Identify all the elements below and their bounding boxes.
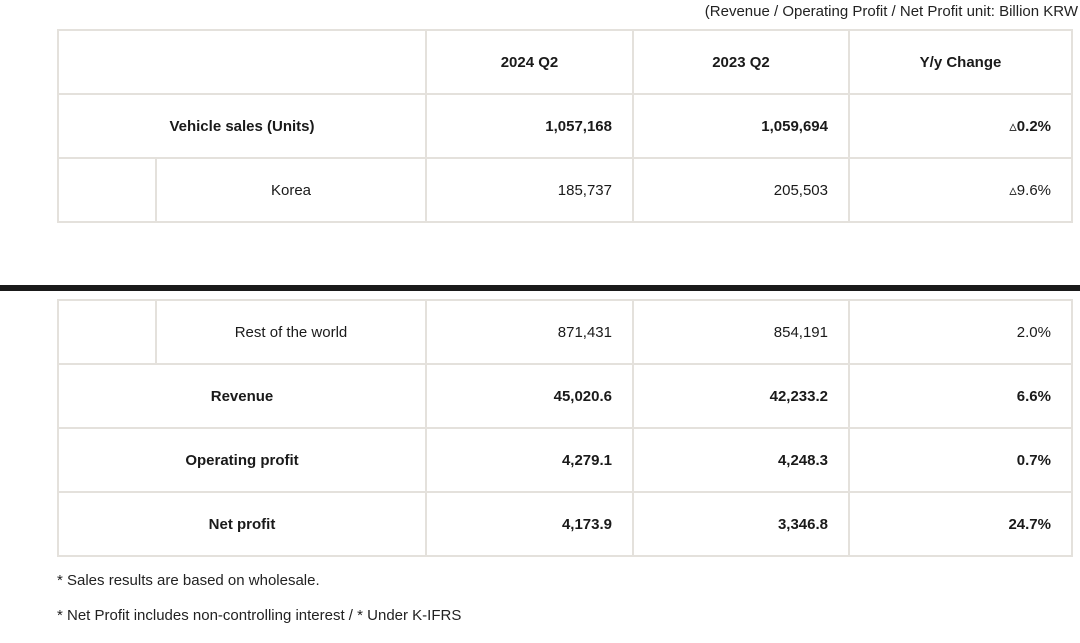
table-header-row — [58, 30, 1072, 94]
vehicle-sales-yoy: ▵0.2% — [849, 94, 1072, 158]
footnote-net-profit: * Net Profit includes non-controlling interest / * Under K-IFRS — [57, 607, 462, 624]
vehicle-sales-label: Vehicle sales (Units) — [58, 94, 426, 158]
header-yoy-change: Y/y Change — [849, 30, 1072, 94]
operating-profit-label: Operating profit — [58, 428, 426, 492]
results-table-bottom — [57, 299, 1073, 557]
operating-profit-2024: 4,279.1 — [426, 428, 633, 492]
unit-note: (Revenue / Operating Profit / Net Profit unit: Billion KRW — [704, 3, 1078, 20]
revenue-2024: 45,020.6 — [426, 364, 633, 428]
korea-2024: 185,737 — [426, 158, 633, 222]
section-divider — [0, 285, 1080, 291]
row-vehicle-sales — [58, 94, 1072, 158]
net-profit-label: Net profit — [58, 492, 426, 556]
revenue-label: Revenue — [58, 364, 426, 428]
rest-of-world-2023: 854,191 — [633, 300, 849, 364]
revenue-yoy: 6.6% — [849, 364, 1072, 428]
operating-profit-yoy: 0.7% — [849, 428, 1072, 492]
korea-label: Korea — [156, 158, 426, 222]
korea-2023: 205,503 — [633, 158, 849, 222]
rest-of-world-2024: 871,431 — [426, 300, 633, 364]
row-revenue — [58, 364, 1072, 428]
revenue-2023: 42,233.2 — [633, 364, 849, 428]
net-profit-2024: 4,173.9 — [426, 492, 633, 556]
operating-profit-2023: 4,248.3 — [633, 428, 849, 492]
header-2024-q2: 2024 Q2 — [426, 30, 633, 94]
row-rest-of-world — [58, 300, 1072, 364]
rest-of-world-yoy: 2.0% — [849, 300, 1072, 364]
vehicle-sales-2024: 1,057,168 — [426, 94, 633, 158]
vehicle-sales-2023: 1,059,694 — [633, 94, 849, 158]
results-table-top — [57, 29, 1073, 223]
net-profit-2023: 3,346.8 — [633, 492, 849, 556]
row-operating-profit — [58, 428, 1072, 492]
row-korea — [58, 158, 1072, 222]
header-2023-q2: 2023 Q2 — [633, 30, 849, 94]
indent-cell — [58, 300, 156, 364]
indent-cell — [58, 158, 156, 222]
header-corner-cell — [58, 30, 426, 94]
row-net-profit — [58, 492, 1072, 556]
rest-of-world-label: Rest of the world — [156, 300, 426, 364]
korea-yoy: ▵9.6% — [849, 158, 1072, 222]
net-profit-yoy: 24.7% — [849, 492, 1072, 556]
footnote-wholesale: * Sales results are based on wholesale. — [57, 572, 320, 589]
